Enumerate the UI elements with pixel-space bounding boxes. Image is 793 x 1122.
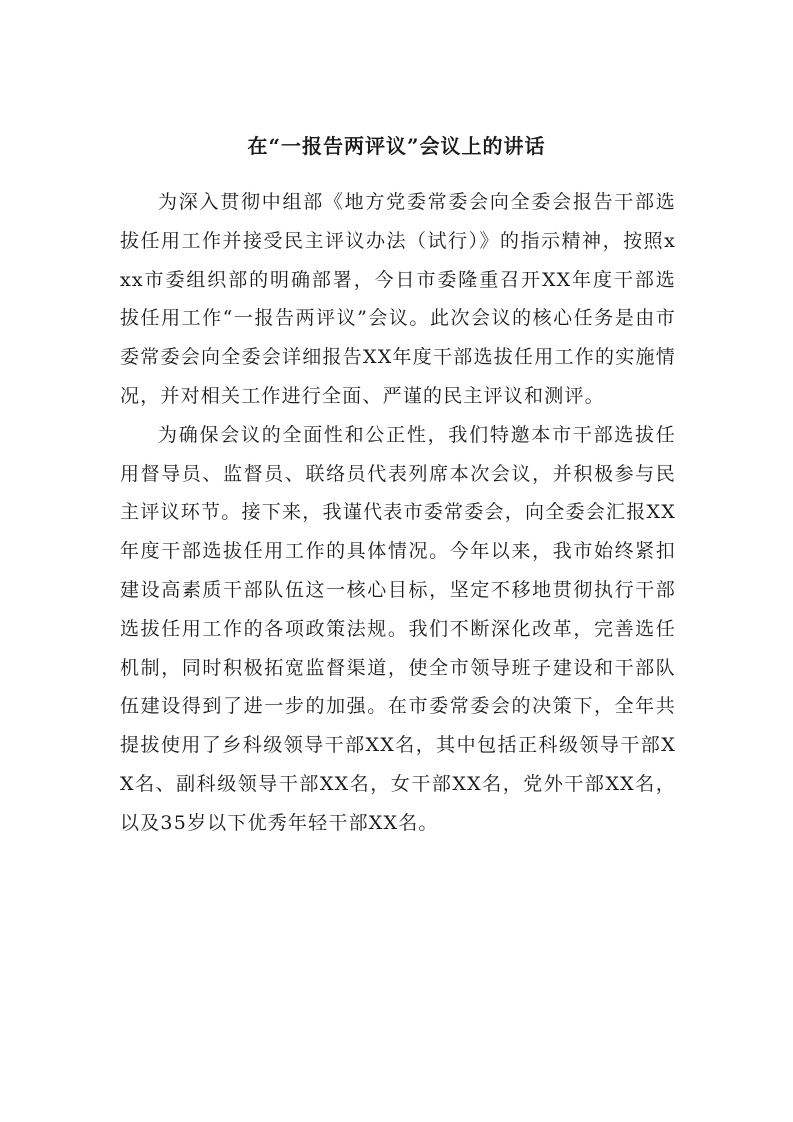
document-title: 在“一报告两评议”会议上的讲话 <box>247 134 546 158</box>
paragraph: 为深入贯彻中组部《地方党委常委会向全委会报告干部选拔任用工作并接受民主评议办法（试行）》的指示精神，按照xxx市委组织部的明确部署，今日市委隆重召开XX年度干部选拔任用工作“一报告两评议”会议。此次会议的核心任务是由市委常委会向全委会详细报告XX年度干部选拔任用工作的实施情况，并对相关工作进行全面、严谨的民主评议和测评。 <box>120 191 676 407</box>
paragraph: 为确保会议的全面性和公正性，我们特邀本市干部选拔任用督导员、监督员、联络员代表列席本次会议，并积极参与民主评议环节。接下来，我谨代表市委常委会，向全委会汇报XX年度干部选拔任用工作的具体情况。今年以来，我市始终紧扣建设高素质干部队伍这一核心目标，坚定不移地贯彻执行干部选拔任用工作的各项政策法规。我们不断深化改革，完善选任机制，同时积极拓宽监督渠道，使全市领导班子建设和干部队伍建设得到了进一步的加强。在市委常委会的决策下，全年共提拔使用了乡科级领导干部XX名，其中包括正科级领导干部XX名、副科级领导干部XX名，女干部XX名，党外干部XX名，以及35岁以下优秀年轻干部XX名。 <box>120 423 676 834</box>
document-body <box>120 183 676 843</box>
